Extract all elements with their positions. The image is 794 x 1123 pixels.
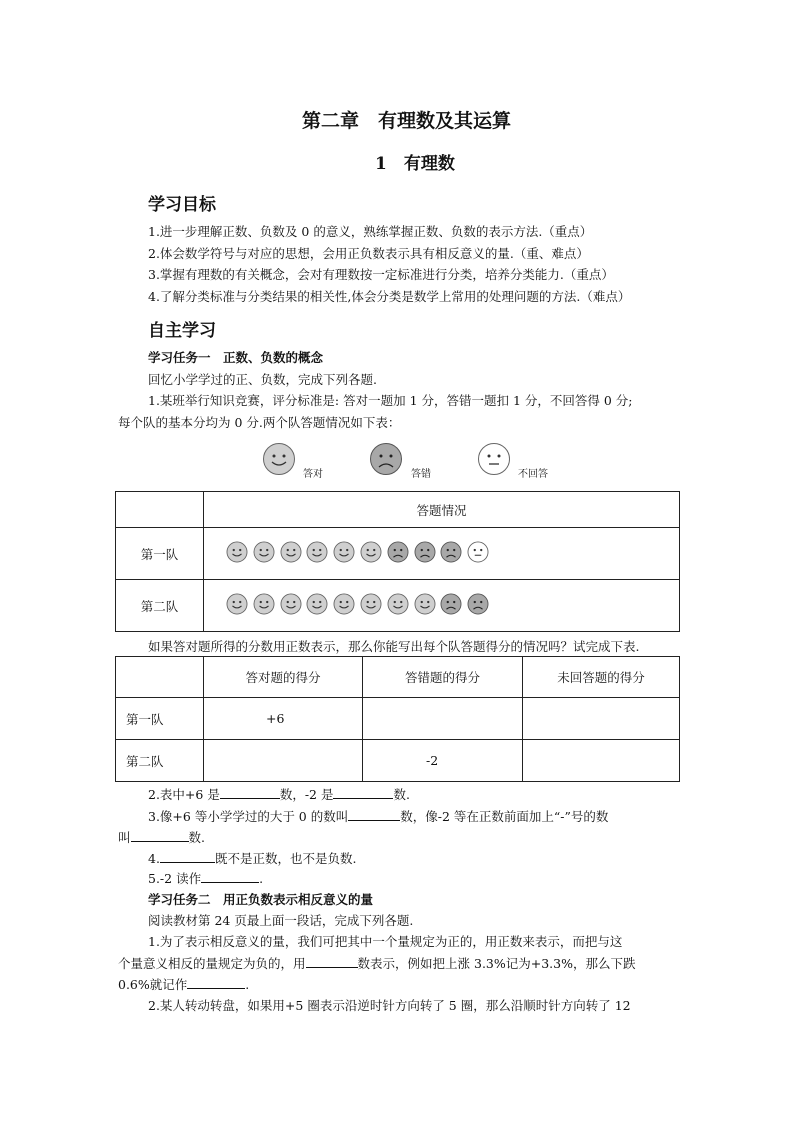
happy-face-icon [306, 593, 328, 618]
task2-title: 学习任务二 用正负数表示相反意义的量 [148, 892, 374, 907]
happy-face-icon [333, 541, 355, 566]
happy-face-icon [226, 541, 248, 566]
chapter-title: 第二章 有理数及其运算 [302, 110, 512, 132]
q4 [148, 849, 356, 867]
table2-header: 答对题的得分 [204, 657, 363, 698]
answer-blank[interactable] [333, 788, 393, 799]
t2q1-text: 数表示，例如把上涨 3.3%记为+3.3%，那么下跌 [357, 956, 636, 971]
table1-team: 第二队 [116, 580, 204, 632]
legend-wrong [369, 442, 403, 480]
answer-blank[interactable] [201, 872, 259, 883]
goal-item: 3.掌握有理数的有关概念，会对有理数按一定标准进行分类，培养分类能力.（重点） [148, 267, 614, 282]
table2-cell: +6 [204, 698, 363, 740]
sad-face-icon [440, 541, 462, 566]
neutral-face-icon [477, 442, 511, 480]
happy-face-icon [253, 541, 275, 566]
sad-face-icon [440, 593, 462, 618]
legend-correct [262, 442, 296, 480]
answer-blank[interactable] [306, 957, 358, 968]
goal-item: 1.进一步理解正数、负数及 0 的意义，熟练掌握正数、负数的表示方法.（重点） [148, 224, 593, 239]
table1-team: 第一队 [116, 528, 204, 580]
legend-correct-label: 答对 [303, 469, 323, 480]
table1-faces-row [204, 528, 680, 580]
happy-face-icon [262, 442, 296, 480]
t2q1-text: . [245, 977, 250, 992]
table2-cell: -2 [363, 740, 523, 782]
q4-text: 既不是正数，也不是负数. [214, 851, 357, 866]
answer-situation-table [115, 491, 680, 632]
q3-text: 3.像+6 等小学学过的大于 0 的数叫 [148, 809, 349, 824]
table2-cell [523, 740, 680, 782]
happy-face-icon [306, 541, 328, 566]
t2q1-text: 个量意义相反的量规定为负的，用 [118, 956, 306, 971]
table2-team: 第一队 [116, 698, 204, 740]
table2-cell [204, 740, 363, 782]
t2q1-line1: 1.为了表示相反意义的量，我们可把其中一个量规定为正的，用正数来表示，而把与这 [148, 934, 623, 949]
q3-cont [118, 828, 205, 846]
goal-item: 2.体会数学符号与对应的思想，会用正负数表示具有相反意义的量.（重、难点） [148, 246, 589, 261]
sad-face-icon [387, 541, 409, 566]
answer-blank[interactable] [220, 788, 280, 799]
neutral-face-icon [467, 541, 489, 566]
happy-face-icon [414, 593, 436, 618]
q2-text: 数. [393, 787, 410, 802]
legend-none-label: 不回答 [518, 469, 548, 480]
table1-faces-row [204, 580, 680, 632]
q2 [148, 785, 410, 803]
task1-intro: 回忆小学学过的正、负数，完成下列各题. [148, 372, 377, 387]
task1-title: 学习任务一 正数、负数的概念 [148, 350, 324, 365]
table2-header: 未回答题的得分 [523, 657, 680, 698]
q2-text: 数，-2 是 [279, 787, 334, 802]
q3-text: 数. [188, 830, 205, 845]
score-table [115, 656, 680, 782]
table2-cell [523, 698, 680, 740]
happy-face-icon [360, 541, 382, 566]
table1-corner [116, 492, 204, 528]
q1-prompt: 如果答对题所得的分数用正数表示，那么你能写出每个队答题得分的情况吗？试完成下表. [148, 639, 640, 654]
table2-corner [116, 657, 204, 698]
goal-item: 4.了解分类标准与分类结果的相关性,体会分类是数学上常用的处理问题的方法.（难点） [148, 289, 631, 304]
happy-face-icon [280, 593, 302, 618]
q3 [148, 807, 608, 825]
table1-header: 答题情况 [204, 492, 680, 528]
legend-wrong-label: 答错 [411, 469, 431, 480]
sad-face-icon [369, 442, 403, 480]
answer-blank[interactable] [131, 831, 189, 842]
sad-face-icon [467, 593, 489, 618]
table2-team: 第二队 [116, 740, 204, 782]
happy-face-icon [280, 541, 302, 566]
answer-blank[interactable] [187, 978, 245, 989]
t2q2-line1: 2.某人转动转盘，如果用+5 圈表示沿逆时针方向转了 5 圈，那么沿顺时针方向转了 12 [148, 998, 631, 1013]
answer-blank[interactable] [348, 810, 400, 821]
q4-text: 4. [148, 851, 160, 866]
t2q1-line2 [118, 954, 635, 972]
happy-face-icon [387, 593, 409, 618]
happy-face-icon [253, 593, 275, 618]
happy-face-icon [360, 593, 382, 618]
q5-text: . [259, 871, 264, 886]
section-title: 1 有理数 [375, 154, 455, 174]
q1-line2: 每个队的基本分均为 0 分.两个队答题情况如下表： [118, 415, 401, 430]
answer-blank[interactable] [160, 852, 215, 863]
legend-none [477, 442, 511, 480]
q1-line1: 1.某班举行知识竞赛，评分标准是: 答对一题加 1 分，答错一题扣 1 分，不回答得 0 分; [148, 393, 633, 408]
task2-intro: 阅读教材第 24 页最上面一段话，完成下列各题. [148, 913, 414, 928]
t2q1-line3 [118, 975, 249, 993]
q5 [148, 869, 263, 887]
q3-text: 叫 [118, 830, 131, 845]
sad-face-icon [414, 541, 436, 566]
goals-heading: 学习目标 [148, 195, 216, 215]
q2-text: 2.表中+6 是 [148, 787, 220, 802]
happy-face-icon [226, 593, 248, 618]
q5-text: 5.-2 读作 [148, 871, 202, 886]
t2q1-text: 0.6%就记作 [118, 977, 188, 992]
q3-text: 数，像-2 等在正数前面加上“-”号的数 [400, 809, 609, 824]
table2-header: 答错题的得分 [363, 657, 523, 698]
happy-face-icon [333, 593, 355, 618]
self-study-heading: 自主学习 [148, 321, 216, 341]
table2-cell [363, 698, 523, 740]
